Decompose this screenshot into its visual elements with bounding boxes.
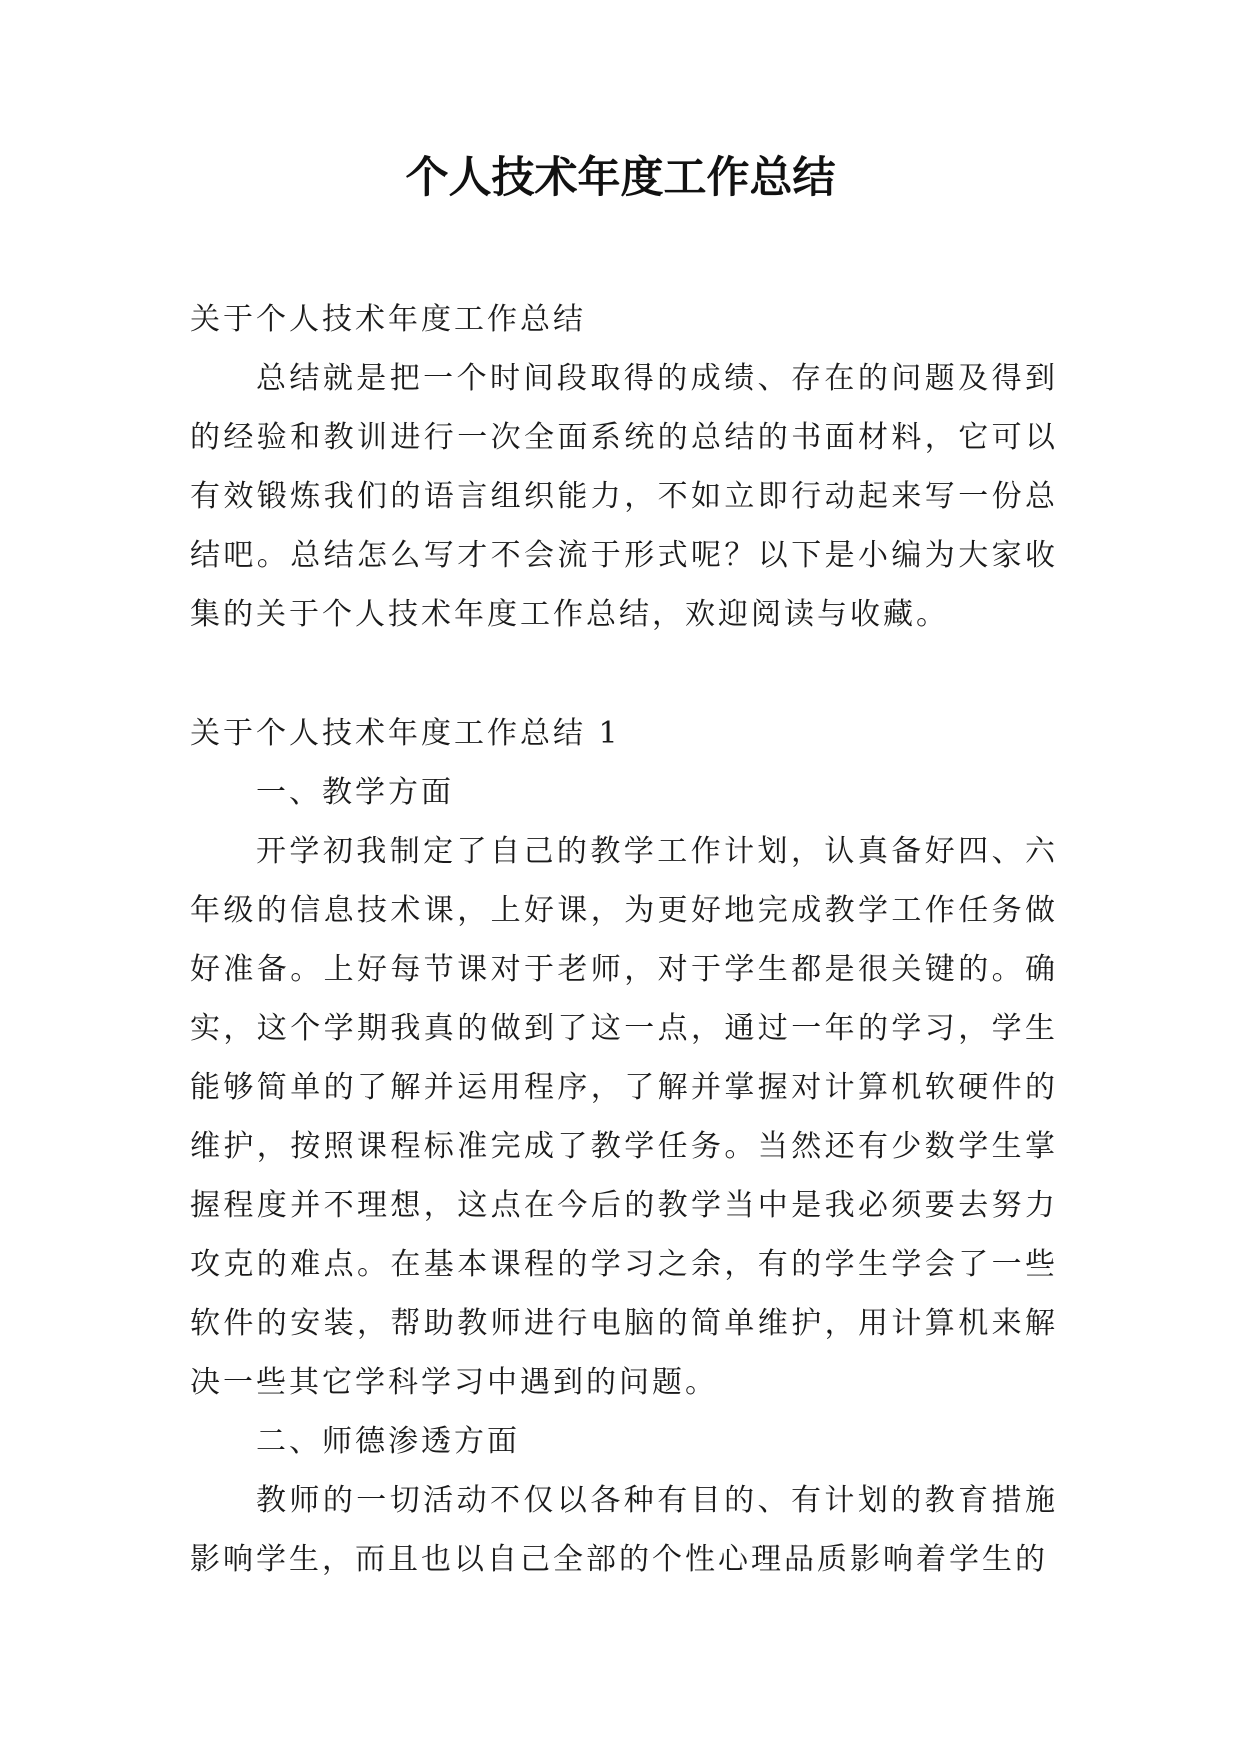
document-body (190, 290, 1058, 1589)
sub1-heading: 一、教学方面 (256, 775, 454, 810)
sub1-paragraph: 开学初我制定了自己的教学工作计划，认真备好四、六年级的信息技术课，上好课，为更好地完成教学工作任务做好准备。上好每节课对于老师，对于学生都是很关键的。确实，这个学期我真的做到了这一点，通过一年的学习，学生能够简单的了解并运用程序，了解并掌握对计算机软硬件的维护，按照课程标准完成了教学任务。当然还有少数学生掌握程度并不理想，这点在今后的教学当中是我必须要去努力攻克的难点。在基本课程的学习之余，有的学生学会了一些软件的安装，帮助教师进行电脑的简单维护，用计算机来解决一些其它学科学习中遇到的问题。 (190, 834, 1058, 1400)
sub2-heading: 二、师德渗透方面 (256, 1424, 520, 1459)
intro-heading: 关于个人技术年度工作总结 (190, 302, 586, 337)
section-spacer (190, 644, 1058, 704)
section1-heading: 关于个人技术年度工作总结 1 (190, 716, 621, 751)
intro-paragraph: 总结就是把一个时间段取得的成绩、存在的问题及得到的经验和教训进行一次全面系统的总结的书面材料，它可以有效锻炼我们的语言组织能力，不如立即行动起来写一份总结吧。总结怎么写才不会流于形式呢？以下是小编为大家收集的关于个人技术年度工作总结，欢迎阅读与收藏。 (190, 361, 1058, 632)
document-title: 个人技术年度工作总结 (405, 153, 836, 203)
sub2-paragraph: 教师的一切活动不仅以各种有目的、有计划的教育措施影响学生，而且也以自己全部的个性心理品质影响着学生的 (190, 1483, 1058, 1577)
